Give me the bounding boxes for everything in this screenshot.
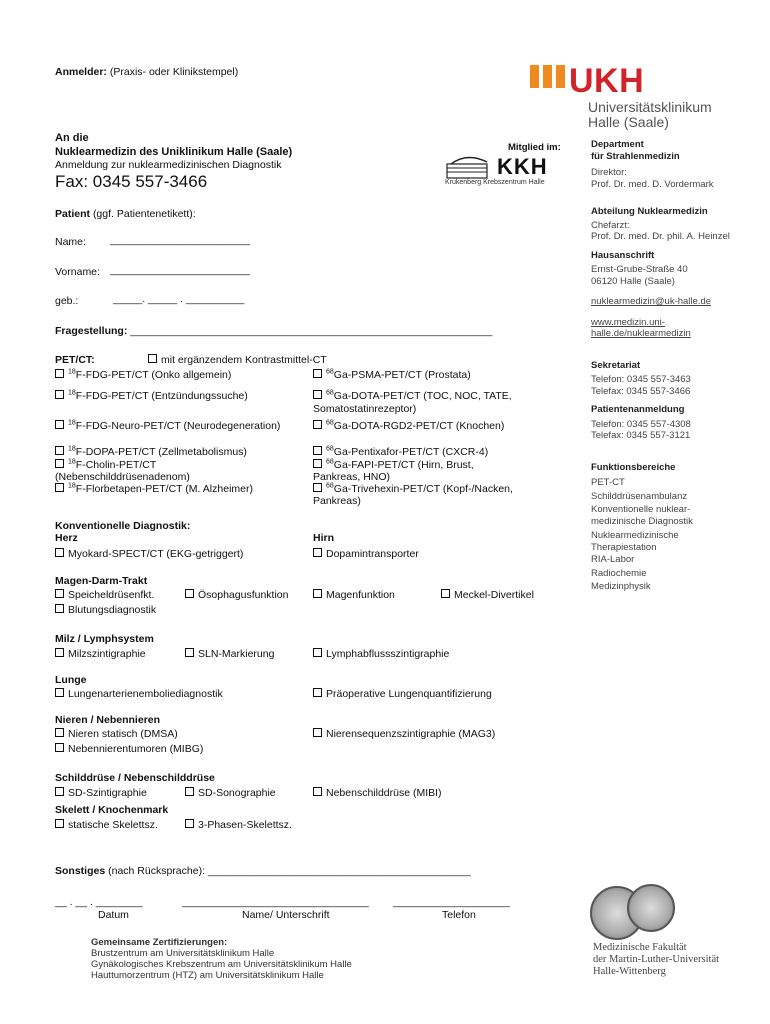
geb-label: geb.: bbox=[55, 295, 79, 307]
checkbox[interactable] bbox=[313, 787, 322, 796]
email-link[interactable]: nuklearmedizin@uk-halle.de bbox=[591, 296, 712, 307]
kkh-logo-text: KKH bbox=[497, 154, 548, 179]
checkbox[interactable] bbox=[313, 446, 322, 455]
secretariat-fax: Telefax: 0345 557-3466 bbox=[591, 385, 691, 397]
checkbox[interactable] bbox=[55, 819, 64, 828]
option-label: Ga-Trivehexin-PET/CT (Kopf-/Nacken, bbox=[333, 483, 513, 495]
petct-option[interactable] bbox=[313, 420, 504, 432]
isotope-sup: 68 bbox=[326, 419, 334, 427]
isotope-sup: 18 bbox=[68, 389, 76, 397]
conv-option[interactable] bbox=[55, 589, 154, 601]
functions-item: Schilddrüsenambulanz bbox=[591, 490, 688, 502]
petct-title: PET/CT: bbox=[55, 354, 95, 366]
checkbox[interactable] bbox=[55, 446, 64, 455]
faculty-seal-right-icon bbox=[627, 884, 675, 932]
checkbox[interactable] bbox=[185, 648, 194, 657]
faculty-line-3: Halle-Wittenberg bbox=[593, 966, 666, 977]
option-label: Nebennierentumoren (MIBG) bbox=[68, 743, 204, 755]
conv-option[interactable] bbox=[313, 688, 492, 700]
conv-option[interactable] bbox=[313, 589, 395, 601]
faculty-line-1: Medizinische Fakultät bbox=[593, 942, 687, 953]
geb-field[interactable]: _____. _____ . __________ bbox=[113, 293, 245, 305]
conv-option[interactable] bbox=[441, 589, 534, 601]
kkh-subtitle: Krukenberg Krebszentrum Halle bbox=[445, 179, 545, 186]
petct-option[interactable] bbox=[313, 369, 471, 381]
checkbox[interactable] bbox=[185, 819, 194, 828]
functions-item: Medizinphysik bbox=[591, 581, 651, 592]
sidebar bbox=[591, 139, 730, 594]
kkh-building-icon bbox=[445, 154, 490, 180]
section-milz: Milz / Lymphsystem bbox=[55, 633, 154, 645]
option-label: SLN-Markierung bbox=[198, 648, 275, 660]
section-skelett: Skelett / Knochenmark bbox=[55, 804, 169, 816]
patient-label-line bbox=[55, 208, 196, 220]
checkbox[interactable] bbox=[55, 728, 64, 737]
member-label: Mitglied im: bbox=[508, 142, 561, 153]
option-label: F-Florbetapen-PET/CT (M. Alzheimer) bbox=[75, 483, 253, 495]
checkbox[interactable] bbox=[55, 420, 64, 429]
option-label: Speicheldrüsenfkt. bbox=[68, 589, 155, 601]
conv-option[interactable] bbox=[313, 648, 449, 660]
isotope-sup: 68 bbox=[326, 368, 334, 376]
checkbox[interactable] bbox=[55, 459, 64, 468]
checkbox[interactable] bbox=[313, 369, 322, 378]
conv-title: Konventionelle Diagnostik: bbox=[55, 520, 191, 532]
registration-title: Patientenanmeldung bbox=[591, 404, 685, 415]
fax-number: Fax: 0345 557-3466 bbox=[55, 172, 208, 191]
petct-contrast[interactable] bbox=[148, 354, 327, 366]
checkbox[interactable] bbox=[55, 604, 64, 613]
checkbox[interactable] bbox=[55, 390, 64, 399]
vorname-field[interactable]: ________________________ bbox=[110, 264, 251, 276]
option-label: Ga-Pentixafor-PET/CT (CXCR-4) bbox=[333, 446, 489, 458]
name-label: Name: bbox=[55, 236, 86, 248]
checkbox[interactable] bbox=[313, 420, 322, 429]
option-label: Präoperative Lungenquantifizierung bbox=[326, 688, 492, 700]
option-label-cont: Somatostatinrezeptor) bbox=[313, 403, 417, 415]
checkbox[interactable] bbox=[148, 354, 157, 363]
petct-option[interactable] bbox=[313, 390, 512, 402]
option-label: F-FDG-Neuro-PET/CT (Neurodegeneration) bbox=[75, 420, 281, 432]
option-label: F-DOPA-PET/CT (Zellmetabolismus) bbox=[75, 446, 247, 458]
website-link-1[interactable]: www.medizin.uni- bbox=[591, 316, 665, 328]
option-label: Milzszintigraphie bbox=[68, 648, 146, 660]
form-subtitle: Anmeldung zur nuklearmedizinischen Diagnostik bbox=[55, 159, 282, 171]
option-label-cont: (Nebenschilddrüsenadenom) bbox=[55, 471, 190, 483]
functions-item: PET-CT bbox=[591, 477, 625, 488]
anmelder-hint: (Praxis- oder Klinikstempel) bbox=[109, 66, 239, 78]
cert-item: Brustzentrum am Universitätsklinikum Halle bbox=[91, 948, 275, 959]
conv-option[interactable] bbox=[185, 787, 276, 799]
functions-item: Nuklearmedizinische bbox=[591, 530, 679, 541]
functions-title: Funktionsbereiche bbox=[591, 461, 676, 473]
isotope-sup: 18 bbox=[68, 445, 76, 453]
conv-option[interactable] bbox=[55, 604, 156, 616]
sonstiges-label: Sonstiges bbox=[55, 865, 106, 877]
section-hirn: Hirn bbox=[313, 532, 334, 544]
checkbox[interactable] bbox=[313, 548, 322, 557]
anmelder-line bbox=[55, 66, 238, 78]
checkbox[interactable] bbox=[313, 648, 322, 657]
functions-item: Radiochemie bbox=[591, 567, 647, 579]
faculty-name bbox=[593, 942, 719, 978]
section-magen: Magen-Darm-Trakt bbox=[55, 575, 148, 587]
conv-option[interactable] bbox=[313, 728, 495, 740]
checkbox[interactable] bbox=[313, 459, 322, 468]
isotope-sup: 18 bbox=[68, 482, 76, 490]
petct-option[interactable] bbox=[55, 369, 231, 381]
name-field[interactable]: ________________________ bbox=[110, 234, 251, 246]
conv-option[interactable] bbox=[55, 648, 146, 660]
checkbox[interactable] bbox=[313, 589, 322, 598]
option-label: Ga-PSMA-PET/CT (Prostata) bbox=[333, 369, 471, 381]
option-label: Myokard-SPECT/CT (EKG-getriggert) bbox=[68, 548, 244, 560]
director-name: Prof. Dr. med. D. Vordermark bbox=[591, 178, 714, 190]
option-label: Magenfunktion bbox=[326, 589, 395, 601]
section-herz: Herz bbox=[55, 532, 78, 544]
conv-option[interactable] bbox=[55, 548, 243, 560]
functions-item: Therapiestation bbox=[591, 541, 657, 553]
section-schilddruese: Schilddrüse / Nebenschilddrüse bbox=[55, 772, 215, 784]
option-label: Lungenarterienemboliediagnostik bbox=[68, 688, 223, 700]
checkbox[interactable] bbox=[55, 688, 64, 697]
petct-option[interactable] bbox=[55, 390, 248, 402]
website-link-2[interactable]: halle.de/nuklearmedizin bbox=[591, 328, 691, 339]
option-label: Meckel-Divertikel bbox=[454, 589, 534, 601]
phone-field[interactable]: ____________________ bbox=[393, 896, 510, 908]
address-street: Ernst-Grube-Straße 40 bbox=[591, 264, 688, 275]
patient-hint: (ggf. Patientenetikett): bbox=[92, 208, 196, 220]
secretariat-phone: Telefon: 0345 557-3463 bbox=[591, 374, 691, 385]
petct-option[interactable] bbox=[55, 483, 253, 495]
frage-label: Fragestellung: bbox=[55, 325, 128, 337]
cert-title: Gemeinsame Zertifizierungen: bbox=[91, 937, 228, 948]
option-label: Lymphabflussszintigraphie bbox=[326, 648, 450, 660]
option-label: Ga-DOTA-PET/CT (TOC, NOC, TATE, bbox=[333, 390, 512, 402]
ukh-logo-bars-icon bbox=[530, 75, 569, 92]
dept-title-1: Department bbox=[591, 139, 644, 150]
faculty-line-2: der Martin-Luther-Universität bbox=[593, 954, 720, 965]
chief-label: Chefarzt: bbox=[591, 219, 630, 231]
option-label: Nierensequenzszintigraphie (MAG3) bbox=[326, 728, 496, 740]
address-city: 06120 Halle (Saale) bbox=[591, 275, 675, 287]
isotope-sup: 18 bbox=[68, 458, 76, 466]
recipient-line-1: An die bbox=[55, 132, 89, 144]
conv-option[interactable] bbox=[313, 548, 419, 560]
option-label: SD-Sonographie bbox=[198, 787, 276, 799]
certifications bbox=[91, 937, 352, 981]
checkbox[interactable] bbox=[55, 589, 64, 598]
checkbox[interactable] bbox=[313, 390, 322, 399]
ukh-logo bbox=[530, 62, 644, 101]
petct-option[interactable] bbox=[313, 446, 488, 458]
director-label: Direktor: bbox=[591, 167, 627, 178]
checkbox[interactable] bbox=[55, 548, 64, 557]
chief-name: Prof. Dr. med. Dr. phil. A. Heinzel bbox=[591, 231, 730, 242]
secretariat-title: Sekretariat bbox=[591, 359, 641, 371]
checkbox[interactable] bbox=[55, 648, 64, 657]
date-label: Datum bbox=[98, 909, 129, 921]
registration-phone: Telefon: 0345 557-4308 bbox=[591, 418, 691, 430]
petct-option[interactable] bbox=[55, 420, 280, 432]
conv-option[interactable] bbox=[185, 819, 292, 831]
checkbox[interactable] bbox=[185, 787, 194, 796]
isotope-sup: 18 bbox=[68, 368, 76, 376]
conv-option[interactable] bbox=[55, 728, 178, 740]
ukh-logo-text: UKH bbox=[569, 62, 645, 100]
conv-option[interactable] bbox=[55, 743, 203, 755]
option-label: Ga-FAPI-PET/CT (Hirn, Brust, bbox=[333, 459, 474, 471]
kkh-logo bbox=[445, 154, 560, 188]
petct-option[interactable] bbox=[55, 446, 247, 458]
section-nieren: Nieren / Nebennieren bbox=[55, 714, 161, 726]
recipient-line-2: Nuklearmedizin des Uniklinikum Halle (Saale) bbox=[55, 146, 293, 158]
section-lunge: Lunge bbox=[55, 674, 87, 686]
cert-item: Gynäkologisches Krebszentrum am Universitätsklinikum Halle bbox=[91, 959, 352, 970]
option-label: Nebenschilddrüse (MIBI) bbox=[326, 787, 442, 799]
option-label-cont: Pankreas) bbox=[313, 495, 361, 507]
signature-label: Name/ Unterschrift bbox=[242, 909, 330, 921]
date-field[interactable]: __ . __ . ________ bbox=[55, 896, 143, 908]
option-label: F-FDG-PET/CT (Onko allgemein) bbox=[75, 369, 232, 381]
conv-option[interactable] bbox=[55, 787, 147, 799]
option-label: SD-Szintigraphie bbox=[68, 787, 147, 799]
conv-option[interactable] bbox=[55, 688, 223, 700]
checkbox[interactable] bbox=[313, 728, 322, 737]
phone-label: Telefon bbox=[442, 909, 476, 921]
petct-option[interactable] bbox=[55, 459, 156, 471]
patient-label: Patient bbox=[55, 208, 91, 220]
functions-list bbox=[591, 476, 730, 594]
checkbox[interactable] bbox=[55, 743, 64, 752]
conv-option[interactable] bbox=[55, 819, 158, 831]
checkbox[interactable] bbox=[313, 483, 322, 492]
option-label: statische Skelettsz. bbox=[68, 819, 158, 831]
functions-item: RIA-Labor bbox=[591, 554, 635, 565]
conv-option[interactable] bbox=[185, 648, 274, 660]
registration-fax: Telefax: 0345 557-3121 bbox=[591, 430, 691, 441]
isotope-sup: 68 bbox=[326, 458, 334, 466]
isotope-sup: 68 bbox=[326, 445, 334, 453]
checkbox[interactable] bbox=[55, 787, 64, 796]
option-label: Blutungsdiagnostik bbox=[68, 604, 157, 616]
frage-field[interactable]: ______________________________________________________________ bbox=[130, 325, 493, 337]
option-label: Ga-DOTA-RGD2-PET/CT (Knochen) bbox=[333, 420, 505, 432]
option-label-cont: Pankreas, HNO) bbox=[313, 471, 391, 483]
checkbox[interactable] bbox=[55, 483, 64, 492]
option-label: Nieren statisch (DMSA) bbox=[68, 728, 178, 740]
option-label: F-FDG-PET/CT (Entzündungssuche) bbox=[75, 390, 248, 402]
petct-option[interactable] bbox=[313, 459, 474, 471]
sonstiges-hint: (nach Rücksprache): bbox=[108, 865, 205, 877]
functions-item: Konventionelle nuklear- bbox=[591, 504, 691, 515]
option-label: Ösophagusfunktion bbox=[198, 589, 289, 601]
isotope-sup: 68 bbox=[326, 389, 334, 397]
vorname-label: Vorname: bbox=[55, 266, 100, 278]
dept-nuclear: Abteilung Nuklearmedizin bbox=[591, 206, 708, 217]
conv-option[interactable] bbox=[185, 589, 288, 601]
isotope-sup: 68 bbox=[326, 482, 334, 490]
ukh-name-2: Halle (Saale) bbox=[588, 114, 669, 130]
signature-field[interactable]: ________________________________ bbox=[182, 896, 369, 908]
option-label: F-Cholin-PET/CT bbox=[75, 459, 157, 471]
address-title: Hausanschrift bbox=[591, 249, 655, 261]
isotope-sup: 18 bbox=[68, 419, 76, 427]
cert-item: Hauttumorzentrum (HTZ) am Universitätsklinikum Halle bbox=[91, 970, 324, 981]
checkbox[interactable] bbox=[441, 589, 450, 598]
ukh-name-1: Universitätsklinikum bbox=[588, 99, 712, 115]
frage-line bbox=[55, 325, 492, 337]
checkbox[interactable] bbox=[313, 688, 322, 697]
checkbox[interactable] bbox=[185, 589, 194, 598]
recipient bbox=[55, 131, 292, 159]
functions-item: medizinische Diagnostik bbox=[591, 515, 693, 527]
ukh-name bbox=[588, 100, 712, 130]
dept-title-2: für Strahlenmedizin bbox=[591, 150, 680, 162]
sonstiges-line bbox=[55, 865, 471, 877]
option-label: 3-Phasen-Skelettsz. bbox=[198, 819, 292, 831]
petct-option[interactable] bbox=[313, 483, 513, 495]
conv-option[interactable] bbox=[313, 787, 442, 799]
sonstiges-field[interactable]: _____________________________________________ bbox=[207, 865, 471, 877]
option-label: Dopamintransporter bbox=[326, 548, 419, 560]
petct-contrast-label: mit ergänzendem Kontrastmittel-CT bbox=[161, 354, 327, 366]
checkbox[interactable] bbox=[55, 369, 64, 378]
anmelder-label: Anmelder: bbox=[55, 66, 107, 78]
